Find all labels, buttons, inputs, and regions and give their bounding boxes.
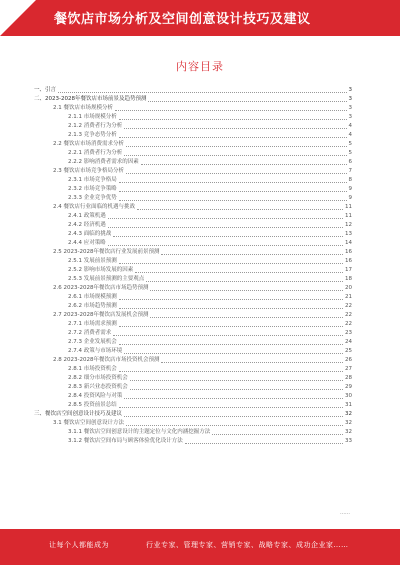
footer-slogan: 让每个人都能成为 (49, 541, 109, 549)
toc-entry[interactable] (30, 437, 352, 446)
toc-entry-label: 2.1 餐饮店市场规模分析 (53, 105, 113, 111)
toc-leader-dots (119, 299, 343, 300)
toc-leader-dots (161, 362, 343, 363)
toc-entry-label: 2.4.3 面临的挑战 (68, 231, 112, 237)
toc-entry[interactable] (30, 221, 352, 230)
toc-entry[interactable] (30, 185, 352, 194)
toc-entry-page: 22 (345, 303, 352, 309)
toc-entry-label: 3.1 餐饮店空间创意设计方法 (53, 420, 124, 426)
toc-entry-page: 24 (345, 339, 352, 345)
toc-entry-page: 16 (345, 249, 352, 255)
toc-entry-label: 2.5.2 影响市场发展的因素 (68, 267, 134, 273)
toc-entry-label: 2.8.2 细分市场投资机会 (68, 375, 128, 381)
toc-entry[interactable] (30, 167, 352, 176)
toc-leader-dots (119, 119, 347, 120)
bottom-banner (0, 529, 400, 565)
toc-entry[interactable] (30, 257, 352, 266)
toc-leader-dots (124, 416, 343, 417)
toc-entry[interactable] (30, 248, 352, 257)
toc-entry-label: 2.8 2023-2028年餐饮店市场投资机会预测 (53, 357, 160, 363)
toc-leader-dots (119, 308, 343, 309)
toc-entry-page: 30 (345, 393, 352, 399)
toc-entry[interactable] (30, 329, 352, 338)
toc-entry[interactable] (30, 194, 352, 203)
toc-entry-label: 2.8.5 投资前景总结 (68, 402, 117, 408)
toc-entry[interactable] (30, 383, 352, 392)
toc-leader-dots (119, 191, 347, 192)
toc-entry-page: 3 (348, 105, 352, 111)
toc-entry-page: 3 (348, 87, 352, 93)
toc-leader-dots (108, 218, 343, 219)
toc-entry[interactable] (30, 104, 352, 113)
toc-leader-dots (185, 443, 343, 444)
toc-entry-label: 2.7.3 企业发展机会 (68, 339, 117, 345)
toc-leader-dots (119, 182, 347, 183)
toc-entry[interactable] (30, 338, 352, 347)
toc-entry-page: 32 (345, 429, 352, 435)
toc-entry[interactable] (30, 122, 352, 131)
toc-entry-label: 2.8.3 新兴业态投资机会 (68, 384, 128, 390)
toc-entry-page: 11 (345, 213, 352, 219)
toc-entry-page: 5 (348, 141, 352, 147)
toc-entry-label: 2.7 2023-2028年餐饮店发展机会预测 (53, 312, 149, 318)
toc-leader-dots (113, 335, 343, 336)
toc-entry-page: 31 (345, 402, 352, 408)
toc-entry-label: 2.3.2 市场竞争策略 (68, 186, 117, 192)
toc-entry-label: 2.5.3 发展前景预测的主要观点 (68, 276, 145, 282)
toc-leader-dots (150, 317, 343, 318)
toc-entry-page: 23 (345, 330, 352, 336)
toc-entry-label: 2.3 餐饮店市场竞争格局分析 (53, 168, 124, 174)
document-title: 餐饮店市场分析及空间创意设计技巧及建议 (54, 12, 311, 27)
toc-entry-label: 三、餐饮店空间创意设计技巧及建议 (34, 411, 123, 417)
toc-leader-dots (126, 146, 347, 147)
toc-leader-dots (124, 398, 343, 399)
toc-entry-page: 17 (345, 267, 352, 273)
toc-entry[interactable] (30, 95, 352, 104)
toc-entry-label: 2.8.4 投资风险与对策 (68, 393, 123, 399)
toc-entry[interactable] (30, 176, 352, 185)
toc-entry-label: 2.6.2 市场趋势预测 (68, 303, 117, 309)
toc-leader-dots (113, 236, 343, 237)
toc-entry-label: 2.6 2023-2028年餐饮店市场趋势预测 (53, 285, 149, 291)
toc-entry-page: 4 (348, 132, 352, 138)
toc-leader-dots (119, 407, 343, 408)
toc-entry-page: 4 (348, 123, 352, 129)
toc-entry-page: 8 (348, 177, 352, 183)
footer-tagline: 行业专家、管理专家、营销专家、战略专家、成功企业家…… (146, 541, 349, 549)
toc-entry-page: 20 (345, 285, 352, 291)
toc-leader-dots (124, 155, 346, 156)
toc-leader-dots (124, 128, 346, 129)
toc-entry-page: 18 (345, 276, 352, 282)
toc-leader-dots (124, 353, 343, 354)
toc-entry-page: 6 (348, 159, 352, 165)
toc-entry[interactable] (30, 86, 352, 95)
toc-entry[interactable] (30, 266, 352, 275)
toc-entry-label: 2.7.2 消费者需求 (68, 330, 112, 336)
toc-title: 内容目录 (176, 60, 224, 73)
toc-leader-dots (137, 209, 343, 210)
toc-entry-label: 二、2023-2028年餐饮店市场前景及趋势预测 (34, 96, 147, 102)
toc-entry[interactable] (30, 401, 352, 410)
toc-leader-dots (108, 227, 343, 228)
toc-entry-page: 3 (348, 114, 352, 120)
toc-entry-label: 2.3.3 企业竞争优势 (68, 195, 117, 201)
toc-entry-page: 26 (345, 357, 352, 363)
toc-entry-label: 2.4.2 经济机遇 (68, 222, 106, 228)
toc-entry-page: 9 (348, 195, 352, 201)
toc-entry[interactable] (30, 212, 352, 221)
toc-entry[interactable] (30, 203, 352, 212)
toc-entry-label: 2.7.1 市场需求预测 (68, 321, 117, 327)
toc-entry[interactable] (30, 410, 352, 419)
toc-entry-label: 2.2 餐饮店市场消费需求分析 (53, 141, 124, 147)
toc-entry-label: 3.1.1 餐饮店空间创意设计的主题定位与文化内涵挖掘方法 (68, 429, 211, 435)
toc-leader-dots (126, 173, 347, 174)
toc-entry-page: 22 (345, 321, 352, 327)
toc-entry[interactable] (30, 158, 352, 167)
toc-entry-page: 25 (345, 348, 352, 354)
toc-entry[interactable] (30, 347, 352, 356)
toc-entry[interactable] (30, 131, 352, 140)
toc-entry-label: 3.1.2 餐饮店空间布局与顾客体验优化设计方法 (68, 438, 183, 444)
toc-entry[interactable] (30, 374, 352, 383)
toc-entry[interactable] (30, 311, 352, 320)
toc-entry[interactable] (30, 320, 352, 329)
toc-entry-page: 9 (348, 186, 352, 192)
toc-leader-dots (115, 110, 347, 111)
toc-leader-dots (146, 281, 343, 282)
toc-entry-page: 16 (345, 258, 352, 264)
toc-entry-page: 29 (345, 384, 352, 390)
toc-entry-label: 2.1.2 消费者行为分析 (68, 123, 123, 129)
toc-leader-dots (135, 272, 343, 273)
toc-leader-dots (119, 137, 347, 138)
toc-leader-dots (119, 344, 343, 345)
toc-entry[interactable] (30, 419, 352, 428)
toc-entry-label: 2.6.1 市场规模预测 (68, 294, 117, 300)
toc-leader-dots (119, 371, 343, 372)
toc-entry[interactable] (30, 140, 352, 149)
toc-entry-label: 2.8.1 市场投资机会 (68, 366, 117, 372)
toc-entry-page: 7 (348, 168, 352, 174)
top-banner (0, 0, 400, 36)
toc-entry-label: 2.4.4 应对策略 (68, 240, 106, 246)
toc-entry[interactable] (30, 230, 352, 239)
toc-leader-dots (58, 92, 346, 93)
toc-leader-dots (126, 425, 343, 426)
toc-entry-page: 13 (345, 231, 352, 237)
toc-entry[interactable] (30, 149, 352, 158)
toc-entry-page: 32 (345, 411, 352, 417)
toc-entry-label: 2.2.2 影响消费者需求的因素 (68, 159, 139, 165)
toc-entry[interactable] (30, 428, 352, 437)
toc-entry[interactable] (30, 293, 352, 302)
toc-entry[interactable] (30, 275, 352, 284)
toc-entry-label: 2.1.1 市场规模分析 (68, 114, 117, 120)
toc-leader-dots (130, 389, 343, 390)
table-of-contents (30, 86, 352, 446)
toc-entry-label: 2.4 餐饮店行业面临的机遇与挑战 (53, 204, 135, 210)
toc-entry[interactable] (30, 392, 352, 401)
toc-leader-dots (119, 326, 343, 327)
toc-entry-page: 33 (345, 438, 352, 444)
toc-leader-dots (141, 164, 347, 165)
toc-entry-label: 2.5.1 发展前景预测 (68, 258, 117, 264)
toc-entry-page: 22 (345, 312, 352, 318)
banner-corner-triangle (0, 0, 36, 36)
toc-entry[interactable] (30, 113, 352, 122)
toc-entry-page: 32 (345, 420, 352, 426)
toc-entry-page: 11 (345, 204, 352, 210)
toc-entry-page: 28 (345, 375, 352, 381)
toc-entry[interactable] (30, 239, 352, 248)
toc-entry[interactable] (30, 302, 352, 311)
toc-leader-dots (119, 263, 343, 264)
toc-entry-page: 27 (345, 366, 352, 372)
toc-leader-dots (119, 200, 347, 201)
toc-leader-dots (161, 254, 343, 255)
toc-entry-page: 5 (348, 150, 352, 156)
toc-entry[interactable] (30, 356, 352, 365)
toc-entry-label: 2.4.1 政策机遇 (68, 213, 106, 219)
toc-entry-page: 3 (348, 96, 352, 102)
toc-entry-label: 2.1.3 竞争态势分析 (68, 132, 117, 138)
toc-entry-label: 2.3.1 市场竞争格局 (68, 177, 117, 183)
toc-entry[interactable] (30, 365, 352, 374)
toc-entry-label: 2.2.1 消费者行为分析 (68, 150, 123, 156)
toc-entry-label: 一、引言 (34, 87, 57, 93)
toc-entry-page: 14 (345, 240, 352, 246)
toc-leader-dots (212, 434, 343, 435)
toc-entry-page: 21 (345, 294, 352, 300)
toc-entry-label: 2.7.4 政策与市场环境 (68, 348, 123, 354)
toc-entry[interactable] (30, 284, 352, 293)
toc-leader-dots (148, 101, 346, 102)
toc-leader-dots (108, 245, 343, 246)
toc-entry-label: 2.5 2023-2028年餐饮店行业发展前景预测 (53, 249, 160, 255)
toc-entry-page: 12 (345, 222, 352, 228)
toc-leader-dots (150, 290, 343, 291)
toc-leader-dots (130, 380, 343, 381)
toc-continuation: …… (340, 510, 350, 516)
